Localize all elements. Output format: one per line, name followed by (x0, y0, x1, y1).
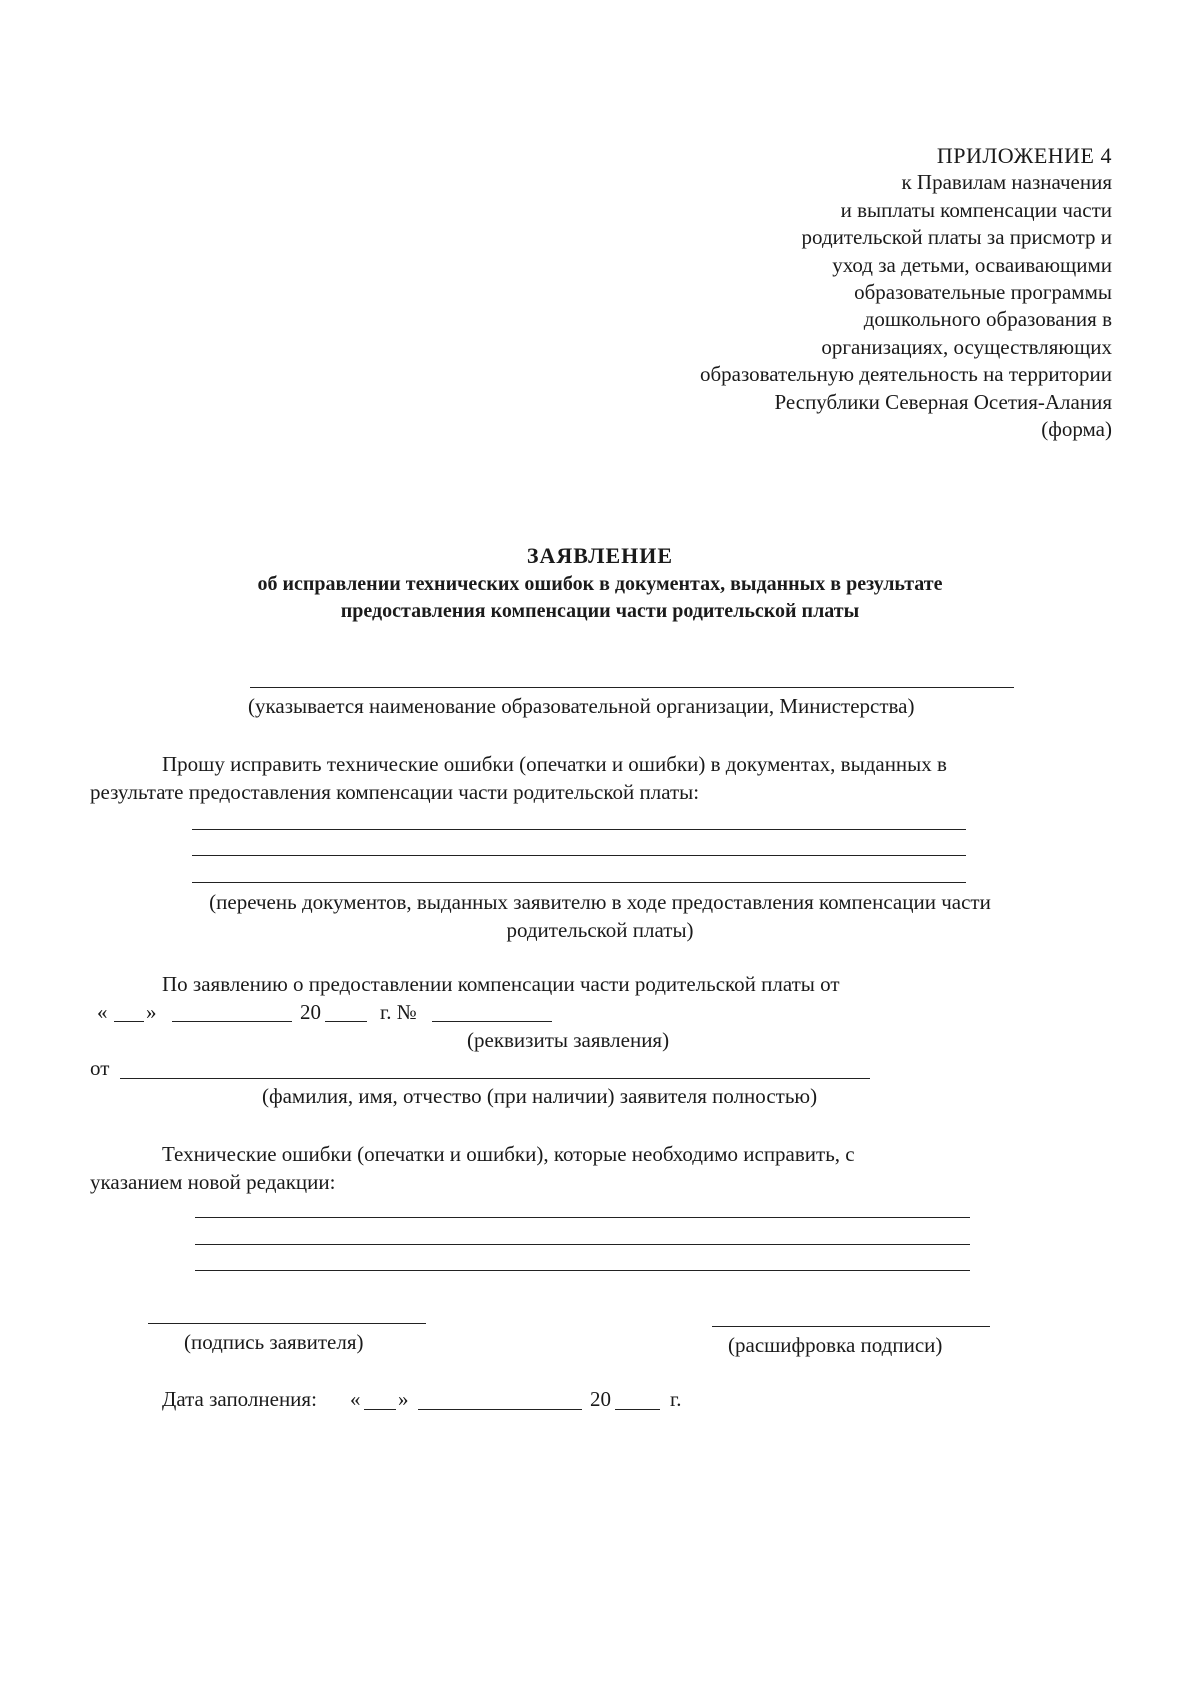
date-year-prefix: 20 (590, 1387, 611, 1411)
year-prefix: 20 (300, 1000, 321, 1024)
from-label: от (90, 1056, 110, 1080)
date-year-field[interactable] (615, 1409, 660, 1410)
appendix-line: дошкольного образования в (863, 307, 1112, 332)
appendix-block (700, 142, 1112, 443)
documents-list-line-1[interactable] (192, 829, 966, 830)
appendix-line: уход за детьми, осваивающими (832, 252, 1112, 277)
signature-line[interactable] (148, 1323, 426, 1324)
date-open-quote: « (350, 1387, 361, 1411)
documents-note-line-2: родительской платы) (506, 918, 694, 942)
application-text: По заявлению о предоставлении компенсации части родительской платы от (162, 972, 840, 996)
open-quote: « (97, 1000, 108, 1024)
requisites-note: (реквизиты заявления) (467, 1028, 670, 1052)
document-title: ЗАЯВЛЕНИЕ (526, 543, 674, 568)
number-label: г. № (380, 1000, 417, 1024)
day-field[interactable] (114, 1021, 144, 1022)
appendix-line: к Правилам назначения (901, 170, 1112, 195)
appendix-line: образовательные программы (854, 280, 1112, 305)
corrections-line-1[interactable] (195, 1217, 970, 1218)
applicant-name-line[interactable] (120, 1078, 870, 1079)
corrections-line-3[interactable] (195, 1270, 970, 1271)
date-label: Дата заполнения: (162, 1387, 317, 1411)
appendix-line: и выплаты компенсации части (840, 197, 1112, 222)
year-field[interactable] (325, 1021, 367, 1022)
signature-decode-note: (расшифровка подписи) (728, 1333, 943, 1357)
document-subtitle-line-1: об исправлении технических ошибок в документах, выданных в результате (257, 573, 943, 595)
errors-text-line-2: указанием новой редакции: (90, 1170, 336, 1194)
date-day-field[interactable] (364, 1409, 396, 1410)
signature-note: (подпись заявителя) (184, 1330, 364, 1354)
form-label: (форма) (1041, 417, 1112, 442)
appendix-line: образовательную деятельность на территории (699, 362, 1112, 387)
date-month-field[interactable] (418, 1409, 582, 1410)
request-text-line-1: Прошу исправить технические ошибки (опечатки и ошибки) в документах, выданных в (162, 752, 947, 776)
date-close-quote: » (398, 1387, 409, 1411)
application-number-field[interactable] (432, 1021, 552, 1022)
organization-name-line[interactable] (250, 687, 1014, 688)
appendix-line: организациях, осуществляющих (821, 334, 1112, 359)
signature-decode-line[interactable] (712, 1326, 990, 1327)
document-subtitle-line-2: предоставления компенсации части родительской платы (340, 600, 860, 622)
errors-text-line-1: Технические ошибки (опечатки и ошибки), которые необходимо исправить, с (162, 1142, 855, 1166)
document-heading (0, 541, 1200, 625)
appendix-title: ПРИЛОЖЕНИЕ 4 (936, 143, 1112, 168)
documents-list-line-2[interactable] (192, 855, 966, 856)
documents-note-line-1: (перечень документов, выданных заявителю в ходе предоставления компенсации части (209, 890, 991, 914)
appendix-line: Республики Северная Осетия-Алания (774, 389, 1112, 414)
request-text-line-2: результате предоставления компенсации части родительской платы: (90, 780, 700, 804)
documents-list-line-3[interactable] (192, 882, 966, 883)
date-year-suffix: г. (670, 1387, 682, 1411)
corrections-line-2[interactable] (195, 1244, 970, 1245)
appendix-line: родительской платы за присмотр и (801, 225, 1112, 250)
organization-note: (указывается наименование образовательной организации, Министерства) (248, 694, 915, 718)
close-quote: » (146, 1000, 157, 1024)
applicant-note: (фамилия, имя, отчество (при наличии) заявителя полностью) (262, 1084, 818, 1108)
month-field[interactable] (172, 1021, 292, 1022)
